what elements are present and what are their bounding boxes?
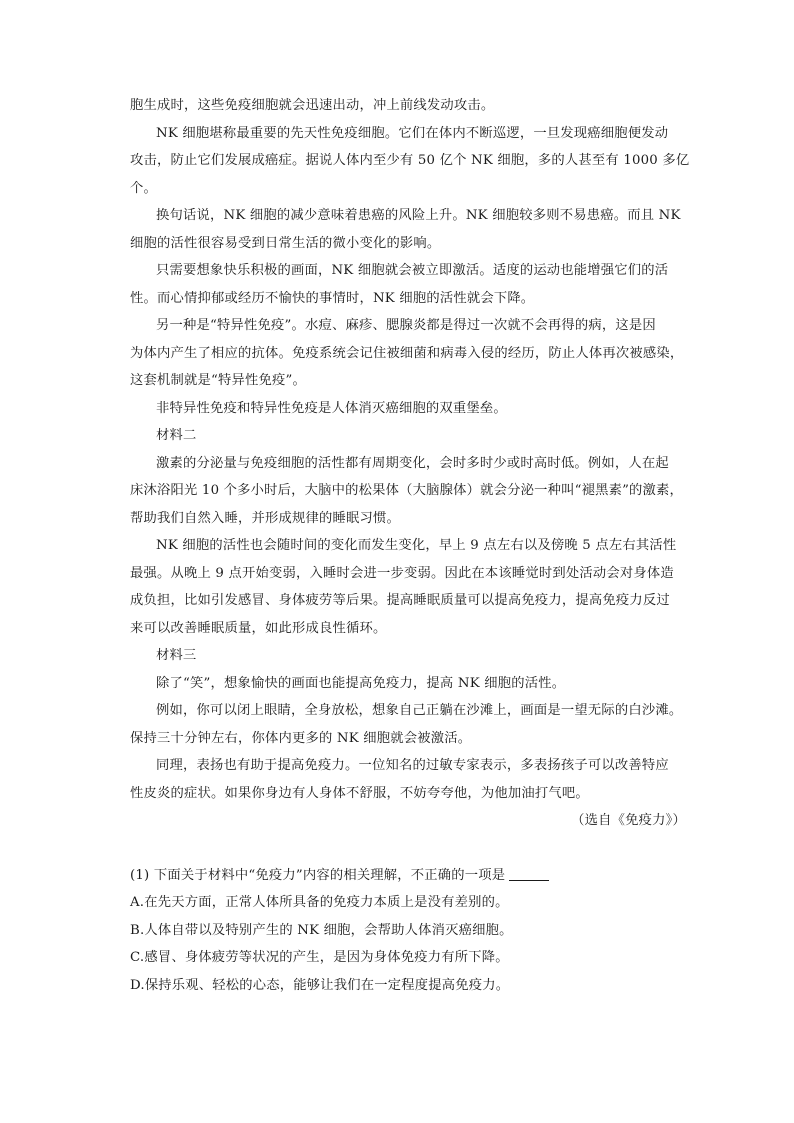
passage-line: 性。而心情抑郁或经历不愉快的事情时，NK 细胞的活性就会下降。 bbox=[130, 290, 535, 306]
passage-line: 成负担，比如引发感冒、身体疲劳等后果。提高睡眠质量可以提高免疫力，提高免疫力反过 bbox=[130, 593, 670, 608]
option-a[interactable]: A.在先天方面，正常人体所具备的免疫力本质上是没有差别的。 bbox=[130, 895, 509, 910]
passage-line: 为体内产生了相应的抗体。免疫系统会记住被细菌和病毒入侵的经历，防止人体再次被感染， bbox=[130, 345, 684, 361]
passage-line: 最强。从晚上 9 点开始变弱，入睡时会进一步变弱。因此在本该睡觉时到处活动会对身体造 bbox=[130, 565, 674, 581]
section-heading: 材料二 bbox=[156, 428, 197, 443]
option-d[interactable]: D.保持乐观、轻松的心态，能够让我们在一定程度提高免疫力。 bbox=[130, 977, 510, 993]
passage-line: 攻击，防止它们发展成癌症。据说人体内至少有 50 亿个 NK 细胞，多的人甚至有 1000 多亿 bbox=[130, 153, 690, 168]
spacer bbox=[130, 835, 690, 862]
passage-line: 保持三十分钟左右，你体内更多的 NK 细胞就会被激活。 bbox=[130, 730, 472, 746]
passage-line: 性皮炎的症状。如果你身边有人身体不舒服，不妨夸夸他，为他加油打气吧。 bbox=[130, 785, 589, 801]
passage bbox=[130, 92, 690, 835]
passage-line: 非特异性免疫和特异性免疫是人体消灭癌细胞的双重堡垒。 bbox=[156, 400, 507, 416]
answer-blank[interactable] bbox=[509, 866, 549, 881]
option-c[interactable]: C.感冒、身体疲劳等状况的产生，是因为身体免疫力有所下降。 bbox=[130, 950, 509, 965]
passage-line: 激素的分泌量与免疫细胞的活性都有周期变化，会时多时少或时高时低。例如，人在起 bbox=[156, 455, 669, 471]
passage-line: 细胞的活性很容易受到日常生活的微小变化的影响。 bbox=[130, 235, 441, 251]
document-page bbox=[130, 92, 690, 999]
passage-line: 只需要想象快乐积极的画面，NK 细胞就会被立即激活。适度的运动也能增强它们的活 bbox=[156, 263, 669, 278]
passage-line: 例如，你可以闭上眼睛，全身放松，想象自己正躺在沙滩上，画面是一望无际的白沙滩。 bbox=[156, 703, 683, 718]
question-stem bbox=[130, 862, 690, 890]
passage-line: 换句话说，NK 细胞的减少意味着患癌的风险上升。NK 细胞较多则不易患癌。而且 NK bbox=[156, 208, 681, 223]
passage-line: 床沐浴阳光 10 个多小时后，大脑中的松果体（大脑腺体）就会分泌一种叫“褪黑素”的激素， bbox=[130, 483, 684, 498]
passage-line: 这套机制就是“特异性免疫”。 bbox=[130, 373, 306, 388]
passage-line: 另一种是“特异性免疫”。水痘、麻疹、腮腺炎都是得过一次就不会再得的病，这是因 bbox=[156, 318, 656, 333]
passage-line: 来可以改善睡眠质量，如此形成良性循环。 bbox=[130, 620, 387, 636]
passage-line: 个。 bbox=[130, 180, 157, 196]
passage-line: NK 细胞堪称最重要的先天性免疫细胞。它们在体内不断巡逻，一旦发现癌细胞便发动 bbox=[156, 125, 669, 141]
option-b[interactable]: B.人体自带以及特别产生的 NK 细胞，会帮助人体消灭癌细胞。 bbox=[130, 922, 513, 938]
passage-line: 胞生成时，这些免疫细胞就会迅速出动，冲上前线发动攻击。 bbox=[130, 98, 495, 113]
passage-line: 帮助我们自然入睡，并形成规律的睡眠习惯。 bbox=[130, 510, 400, 526]
section-heading: 材料三 bbox=[156, 648, 197, 663]
source-citation: （选自《免疫力》） bbox=[571, 813, 686, 828]
passage-line: 除了“笑”，想象愉快的画面也能提高免疫力，提高 NK 细胞的活性。 bbox=[156, 675, 566, 691]
passage-line: NK 细胞的活性也会随时间的变化而发生变化，早上 9 点左右以及傍晚 5 点左右其活性 bbox=[156, 538, 677, 553]
passage-line: 同理，表扬也有助于提高免疫力。一位知名的过敏专家表示，多表扬孩子可以改善特应 bbox=[156, 758, 669, 773]
question-block bbox=[130, 862, 690, 1000]
question-stem-text: (1) 下面关于材料中“免疫力”内容的相关理解，不正确的一项是 bbox=[130, 867, 506, 883]
